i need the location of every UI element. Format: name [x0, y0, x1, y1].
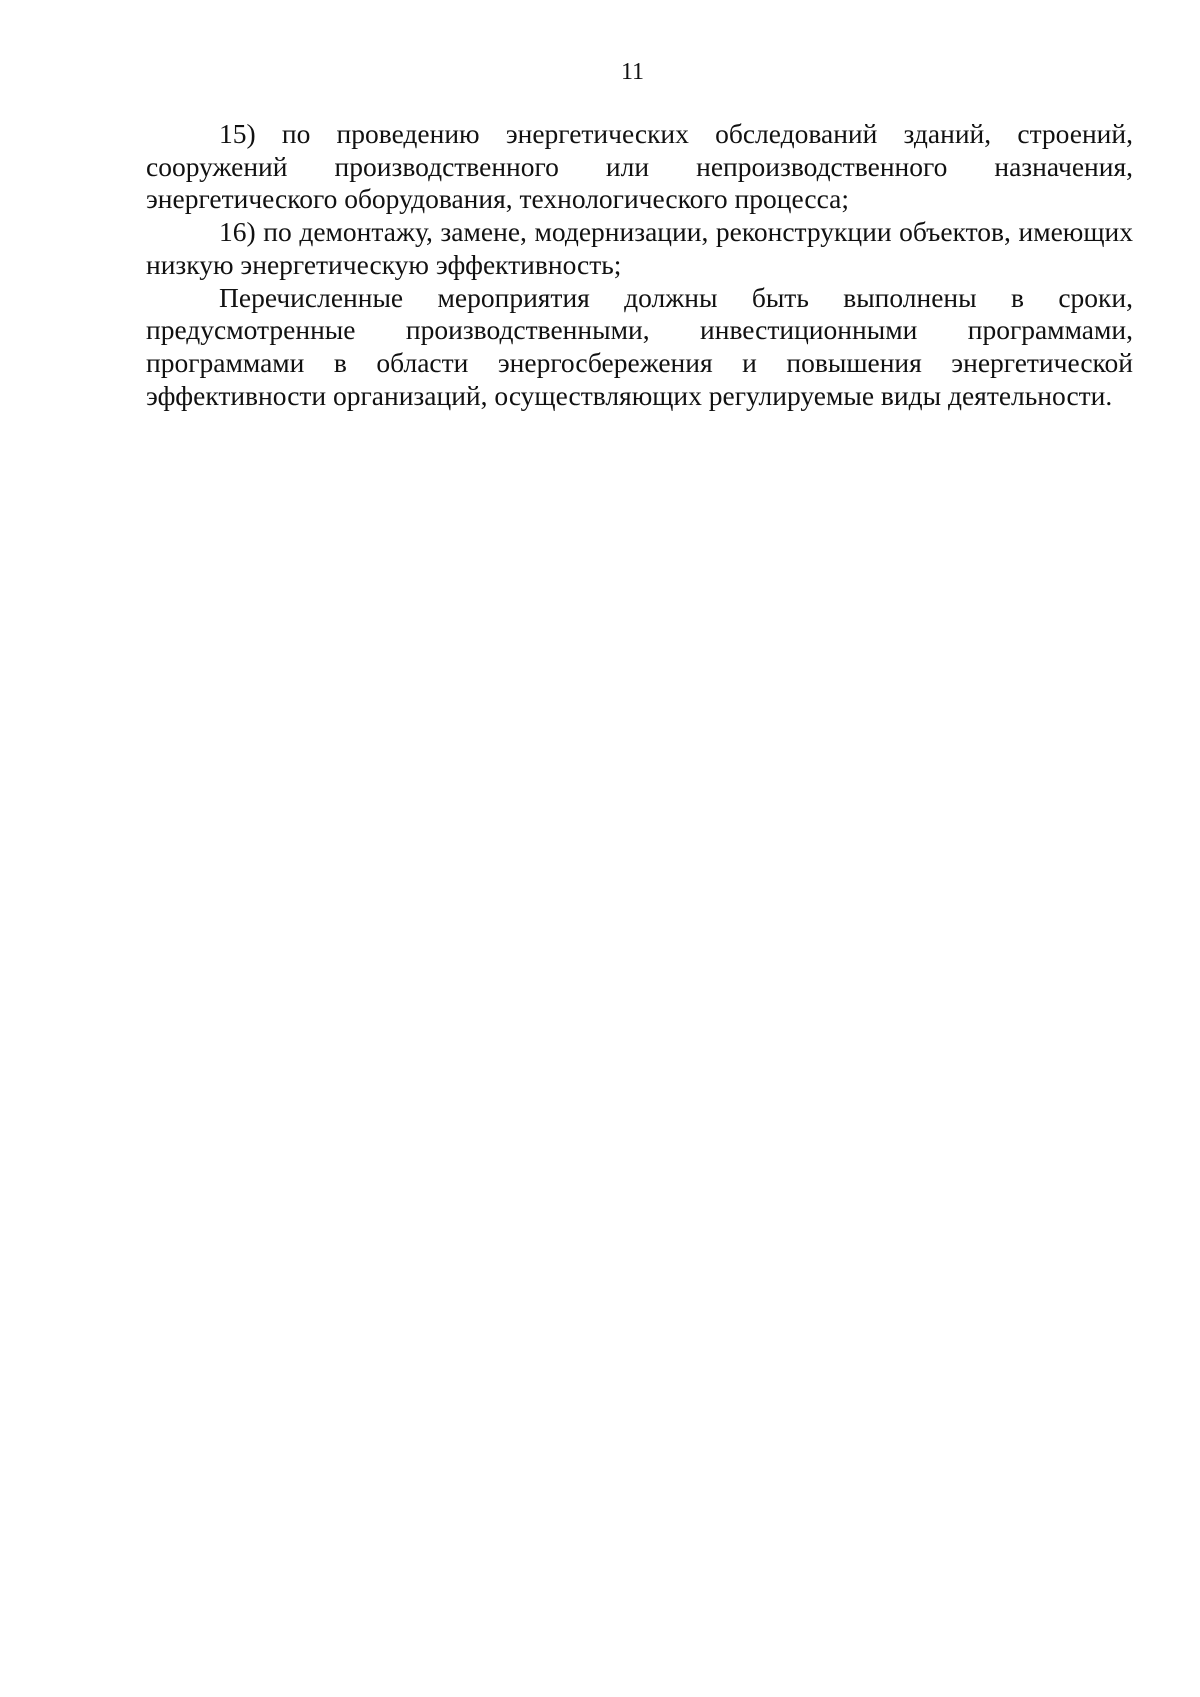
- paragraph-conclusion: Перечисленные мероприятия должны быть выполнены в сроки, предусмотренные производственными, инвестиционными программами, программами в области энергосбережения и повышения энергетической эффективности организаций, осуществляющих регулируемые виды деятельности.: [146, 281, 1133, 411]
- paragraph-item-15: 15) по проведению энергетических обследований зданий, строений, сооружений производственного или непроизводственного назначения, энергетического оборудования, технологического процесса;: [146, 118, 1133, 215]
- paragraph-item-16: 16) по демонтажу, замене, модернизации, реконструкции объектов, имеющих низкую энергетическую эффективность;: [146, 216, 1133, 280]
- document-body: [146, 118, 1133, 412]
- page-number: 11: [620, 59, 645, 85]
